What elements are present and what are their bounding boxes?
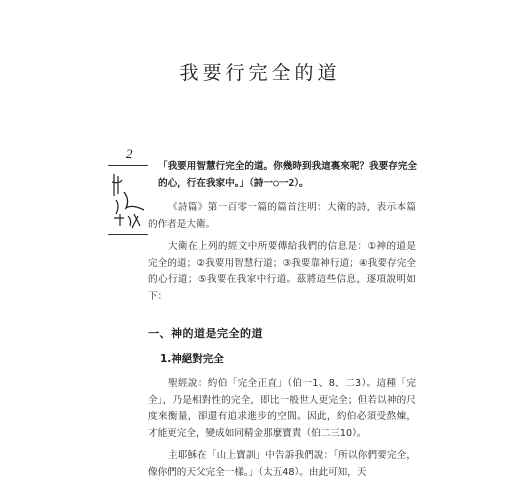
page-number-rule xyxy=(108,165,148,166)
page-number: 2 xyxy=(126,146,133,161)
intro-paragraph-2: 大衛在上列的經文中所要傳給我們的信息是：①神的道是完全的道；②我要用智慧行道；③我要靠神行道；④我要存完全的心行道；⑤我要在我家中行道。茲將這些信息，逐項說明如下： xyxy=(148,241,416,302)
chapter-title: 我要行完全的道 xyxy=(179,62,341,84)
logo-rule xyxy=(108,234,148,235)
page-content xyxy=(148,158,416,487)
body-paragraph-2: 主耶穌在「山上寶訓」中告訴我們說：「所以你們要完全，像你們的天父完全一樣。」（太五48）。由此可知，天 xyxy=(148,450,416,478)
scripture-quote: 「我要用智慧行完全的道。你幾時到我這裏來呢？我要存完全的心，行在我家中。」（詩一○一2）。 xyxy=(158,161,418,189)
section-heading: 一、神的道是完全的道 xyxy=(148,327,263,340)
subsection-heading: 1.神絕對完全 xyxy=(160,353,224,365)
calligraphy-logo-icon xyxy=(110,170,146,230)
intro-paragraph-1: 《詩篇》第一百零一篇的篇首注明：大衛的詩，表示本篇的作者是大衛。 xyxy=(148,202,416,230)
body-paragraph-1: 聖經說：約伯「完全正直」（伯一1、8、二3）。這種「完全」，乃是相對性的完全，即比一般世人更完全；但若以神的尺度來衡量，卻還有追求進步的空間。因此，約伯必須受熬煉，才能更完全，變成如同精金那麼寶貴（伯二三10）。 xyxy=(148,378,416,439)
